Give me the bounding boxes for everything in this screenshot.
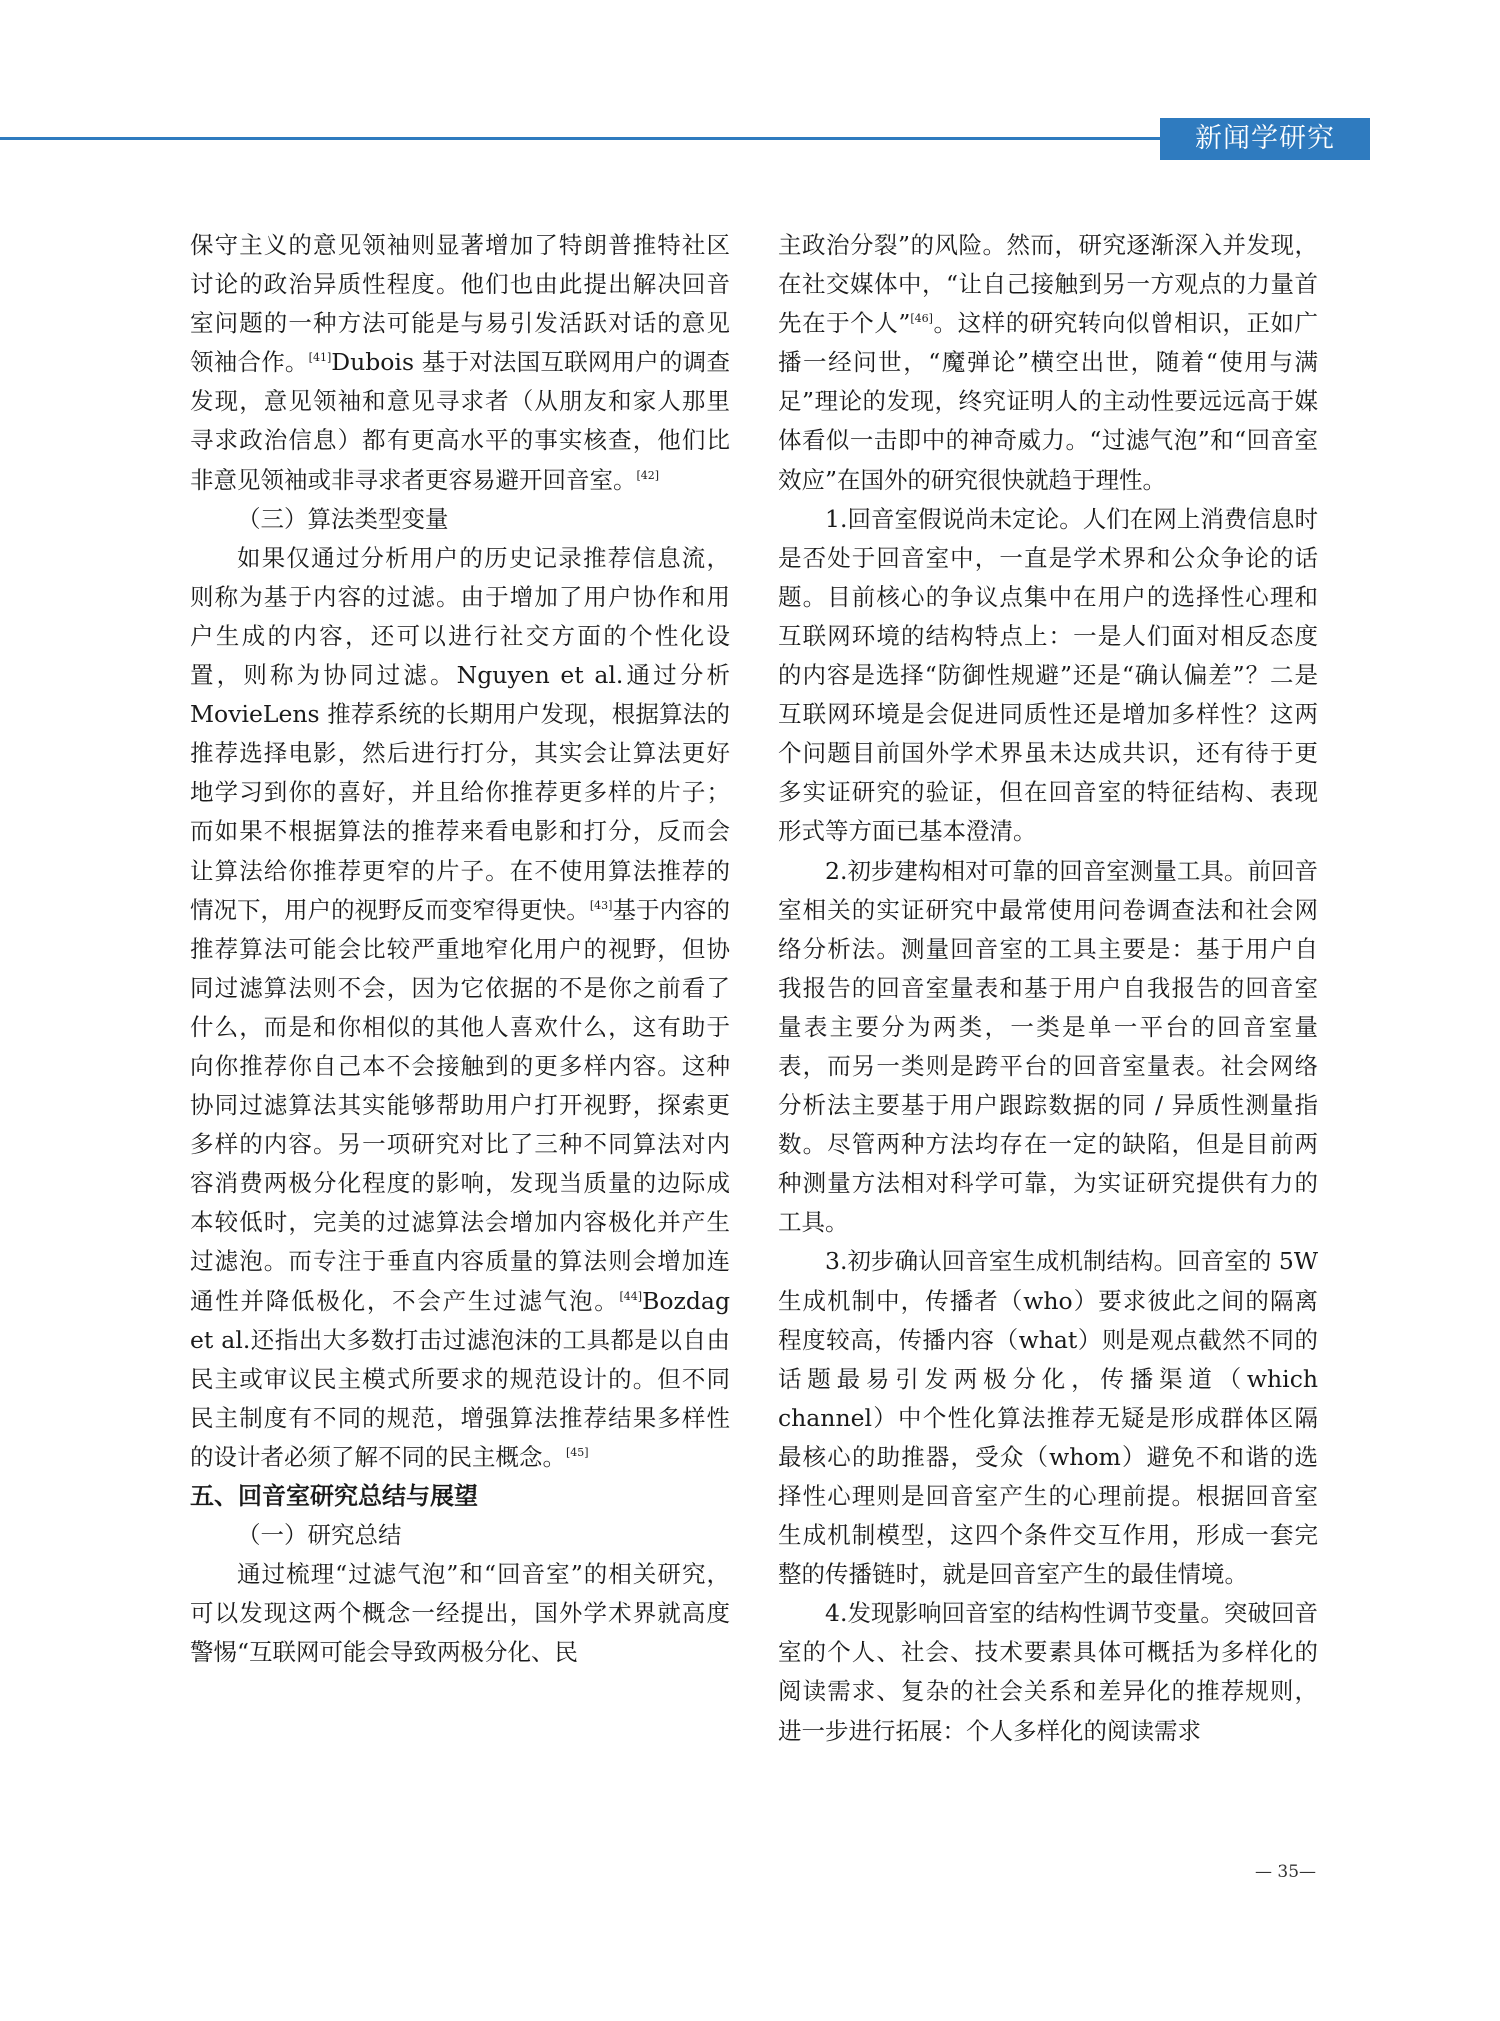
text-run: 。这样的研究转向似曾相识，正如广播一经问世，“魔弹论”横空出世，随着“使用与满足”理论的发现，终究证明人的主动性要远远高于媒体看似一击即中的神奇威力。“过滤气泡”和“回音室效应”在国外的研究很快就趋于理性。 — [778, 309, 1319, 494]
left-paragraph-1 — [190, 226, 730, 500]
subheading-algorithm-type: （三）算法类型变量 — [237, 504, 449, 533]
text-run: 如果仅通过分析用户的历史记录推荐信息流，则称为基于内容的过滤。由于增加了用户协作和用户生成的内容，还可以进行社交方面的个性化设置，则称为协同过滤。Nguyen et al.通过分析 MovieLens 推荐系统的长期用户发现，根据算法的推荐选择电影，然后进行打分，其实会让算法更好地学习到你的喜好，并且给你推荐更多样的片子；而如果不根据算法的推荐来看电影和打分，反而会让算法给你推荐更窄的片子。在不使用算法推荐的情况下，用户的视野反而变窄得更快。 — [190, 543, 730, 924]
left-paragraph-3: 通过梳理“过滤气泡”和“回音室”的相关研究，可以发现这两个概念一经提出，国外学术界就高度警惕“互联网可能会导致两极分化、民 — [190, 1560, 730, 1667]
left-paragraph-2 — [190, 539, 730, 1477]
right-paragraph-2: 1.回音室假说尚未定论。人们在网上消费信息时是否处于回音室中，一直是学术界和公众争论的话题。目前核心的争议点集中在用户的选择性心理和互联网环境的结构特点上：一是人们面对相反态度的内容是选择“防御性规避”还是“确认偏差”？二是互联网环境是会促进同质性还是增加多样性？这两个问题目前国外学术界虽未达成共识，还有待于更多实证研究的验证，但在回音室的特征结构、表现形式等方面已基本澄清。 — [778, 504, 1318, 846]
citation-45: [45] — [566, 1446, 589, 1460]
citation-42: [42] — [636, 468, 660, 482]
left-column — [190, 226, 730, 1672]
subheading-research-summary: （一）研究总结 — [237, 1521, 402, 1550]
right-paragraph-4: 3.初步确认回音室生成机制结构。回音室的 5W 生成机制中，传播者（who）要求彼此之间的隔离程度较高，传播内容（what）则是观点截然不同的话题最易引发两极分化，传播渠道（which channel）中个性化算法推荐无疑是形成群体区隔最核心的助推器，受众（whom）避免不和谐的选择性心理则是回音室产生的心理前提。根据回音室生成机制模型，这四个条件交互作用，形成一套完整的传播链时，就是回音室产生的最佳情境。 — [778, 1247, 1318, 1589]
text-run: Dubois 基于对法国互联网用户的调查发现，意见领袖和意见寻求者（从朋友和家人那里寻求政治信息）都有更高水平的事实核查，他们比非意见领袖或非寻求者更容易避开回音室。 — [190, 348, 731, 494]
citation-44: [44] — [619, 1289, 643, 1303]
text-run: 保守主义的意见领袖则显著增加了特朗普推特社区讨论的政治异质性程度。他们也由此提出解决回音室问题的一种方法可能是与易引发活跃对话的意见领袖合作。 — [190, 231, 730, 377]
journal-name: 新闻学研究 — [1195, 123, 1335, 154]
journal-name-tab — [1160, 118, 1370, 160]
citation-43: [43] — [589, 898, 613, 912]
right-paragraph-1 — [778, 226, 1318, 500]
page-number: — 35— — [1255, 1862, 1317, 1882]
text-run: Bozdag et al.还指出大多数打击过滤泡沫的工具都是以自由民主或审议民主模式所要求的规范设计的。但不同民主制度有不同的规范，增强算法推荐结果多样性的设计者必须了解不同的民主概念。 — [190, 1286, 730, 1471]
citation-41: [41] — [308, 351, 332, 365]
section-5-heading: 五、回音室研究总结与展望 — [190, 1482, 478, 1510]
right-paragraph-3: 2.初步建构相对可靠的回音室测量工具。前回音室相关的实证研究中最常使用问卷调查法和社会网络分析法。测量回音室的工具主要是：基于用户自我报告的回音室量表和基于用户自我报告的回音室量表主要分为两类，一类是单一平台的回音室量表，而另一类则是跨平台的回音室量表。社会网络分析法主要基于用户跟踪数据的同 / 异质性测量指数。尽管两种方法均存在一定的缺陷，但是目前两种测量方法相对科学可靠，为实证研究提供有力的工具。 — [778, 856, 1318, 1237]
text-run: 主政治分裂”的风险。然而，研究逐渐深入并发现，在社交媒体中，“让自己接触到另一方观点的力量首先在于个人” — [778, 231, 1318, 338]
right-column — [778, 226, 1318, 1751]
citation-46: [46] — [910, 312, 933, 326]
right-paragraph-5: 4.发现影响回音室的结构性调节变量。突破回音室的个人、社会、技术要素具体可概括为多样化的阅读需求、复杂的社会关系和差异化的推荐规则，进一步进行拓展：个人多样化的阅读需求 — [778, 1599, 1318, 1745]
text-run: 基于内容的推荐算法可能会比较严重地窄化用户的视野，但协同过滤算法则不会，因为它依据的不是你之前看了什么，而是和你相似的其他人喜欢什么，这有助于向你推荐你自己本不会接触到的更多样内容。这种协同过滤算法其实能够帮助用户打开视野，探索更多样的内容。另一项研究对比了三种不同算法对内容消费两极分化程度的影响，发现当质量的边际成本较低时，完美的过滤算法会增加内容极化并产生过滤泡。而专注于垂直内容质量的算法则会增加连通性并降低极化，不会产生过滤气泡。 — [190, 895, 731, 1315]
header-rule — [0, 137, 1160, 140]
